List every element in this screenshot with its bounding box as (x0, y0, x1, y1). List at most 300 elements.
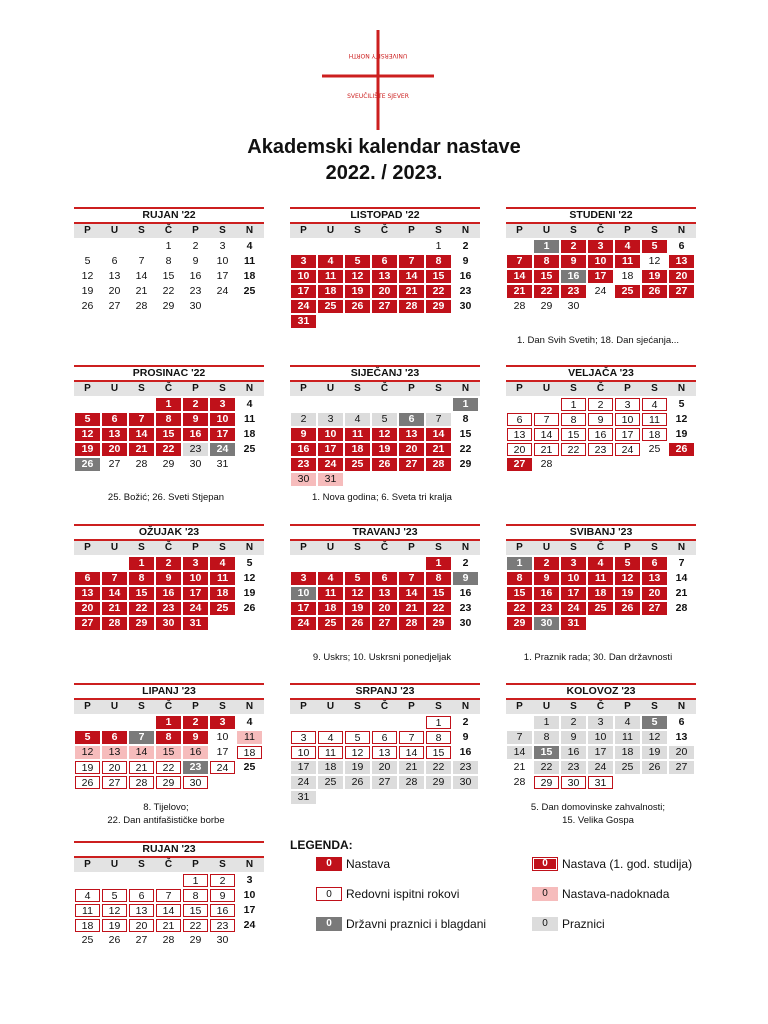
calendar-day: 27 (135, 934, 148, 946)
calendar-day: 20 (669, 746, 694, 759)
calendar-day: 20 (399, 443, 424, 456)
calendar-day: 23 (459, 285, 472, 297)
calendar-day: 22 (507, 602, 532, 615)
calendar-day: 19 (642, 270, 667, 283)
calendar-day: 5 (642, 240, 667, 253)
calendar-day: 2 (462, 716, 469, 728)
calendar-day: 8 (156, 413, 181, 426)
calendar-day: 24 (243, 919, 256, 931)
calendar-day: 7 (399, 255, 424, 268)
calendar-day: 3 (291, 731, 316, 744)
calendar-day: 11 (75, 904, 100, 917)
calendar-day: 19 (345, 602, 370, 615)
month-calendar (506, 524, 696, 632)
month-name: PROSINAC '22 (132, 367, 206, 379)
calendar-day: 7 (129, 413, 154, 426)
calendar-day: 26 (345, 617, 370, 630)
calendar-day: 12 (642, 731, 667, 744)
calendar-day: 29 (426, 300, 451, 313)
calendar-day: 19 (75, 443, 100, 456)
calendar-day: 24 (561, 602, 586, 615)
weekday-header: S (354, 383, 361, 394)
calendar-day: 14 (507, 270, 532, 283)
note-kolovoz: 5. Dan domovinske zahvalnosti; 15. Velika Gospa (530, 802, 666, 826)
calendar-day: 26 (669, 443, 694, 456)
weekday-header: Č (164, 225, 173, 236)
weekday-header: S (219, 225, 226, 236)
calendar-day: 9 (462, 255, 469, 267)
calendar-day: 23 (291, 458, 316, 471)
legend-praznici (532, 916, 605, 932)
weekday-header-row (74, 382, 264, 396)
calendar-day: 20 (129, 919, 154, 932)
calendar-day: 8 (534, 255, 559, 268)
calendar-day: 17 (183, 587, 208, 600)
calendar-day: 15 (426, 270, 451, 283)
calendar-day: 30 (183, 776, 208, 789)
weekday-header: N (245, 225, 254, 236)
calendar-day: 15 (561, 428, 586, 441)
calendar-day: 14 (102, 587, 127, 600)
calendar-day: 11 (345, 428, 370, 441)
weekday-header: N (677, 383, 686, 394)
month-calendar (74, 841, 264, 949)
calendar-day: 29 (507, 617, 532, 630)
calendar-day: 1 (165, 240, 172, 252)
calendar-day: 8 (507, 572, 532, 585)
calendar-day: 3 (291, 255, 316, 268)
calendar-day: 22 (459, 443, 472, 455)
weekday-header: U (110, 542, 119, 553)
calendar-day: 6 (372, 255, 397, 268)
calendar-day: 11 (588, 572, 613, 585)
calendar-day: 6 (129, 889, 154, 902)
calendar-day: 27 (108, 300, 121, 312)
calendar-day: 7 (507, 731, 532, 744)
weekday-header: N (461, 701, 470, 712)
calendar-day: 16 (291, 443, 316, 456)
calendar-day: 11 (615, 731, 640, 744)
calendar-day: 3 (219, 240, 226, 252)
calendar-day: 4 (75, 889, 100, 902)
calendar-day: 25 (615, 761, 640, 774)
legend-nadoknada (532, 886, 669, 902)
calendar-day: 3 (318, 413, 343, 426)
weekday-header: S (651, 383, 658, 394)
calendar-day: 21 (507, 285, 532, 298)
calendar-day: 12 (345, 270, 370, 283)
calendar-day: 24 (291, 617, 316, 630)
calendar-day: 25 (318, 300, 343, 313)
calendar-day: 23 (561, 761, 586, 774)
weekday-header: U (326, 383, 335, 394)
calendar-day: 10 (291, 270, 316, 283)
calendar-day: 23 (561, 285, 586, 298)
calendar-day: 30 (189, 458, 202, 470)
calendar-day: 12 (102, 904, 127, 917)
calendar-day: 11 (243, 413, 256, 425)
calendar-day: 18 (75, 919, 100, 932)
calendar-day: 2 (588, 398, 613, 411)
calendar-day: 11 (615, 255, 640, 268)
weekday-header: N (461, 542, 470, 553)
weekday-header: S (219, 701, 226, 712)
weekday-header: S (354, 701, 361, 712)
calendar-day: 7 (399, 731, 424, 744)
calendar-day: 23 (534, 602, 559, 615)
calendar-day: 19 (345, 761, 370, 774)
calendar-day: 10 (210, 413, 235, 426)
calendar-day: 4 (318, 255, 343, 268)
calendar-day: 18 (243, 428, 256, 440)
calendar-day: 7 (129, 731, 154, 744)
calendar-day: 20 (372, 602, 397, 615)
weekday-header: Č (596, 383, 605, 394)
calendar-day: 15 (156, 746, 181, 759)
calendar-day: 16 (183, 746, 208, 759)
calendar-day: 28 (426, 458, 451, 471)
calendar-day: 14 (399, 587, 424, 600)
calendar-day: 2 (462, 240, 469, 252)
calendar-day: 4 (210, 557, 235, 570)
calendar-day: 20 (642, 587, 667, 600)
weekday-header: P (408, 225, 415, 236)
page-title: Akademski kalendar nastave (247, 136, 521, 158)
legend-drzavni-praznici (316, 916, 486, 932)
weekday-header: P (192, 383, 199, 394)
month-name: STUDENI '22 (569, 209, 633, 221)
weekday-header: N (677, 225, 686, 236)
calendar-day: 16 (189, 270, 202, 282)
calendar-day: 10 (291, 587, 316, 600)
calendar-day: 8 (183, 889, 208, 902)
calendar-day: 20 (372, 761, 397, 774)
calendar-day: 20 (102, 443, 127, 456)
month-calendar (290, 524, 480, 632)
calendar-day: 16 (183, 428, 208, 441)
calendar-day: 9 (453, 572, 478, 585)
calendar-day: 3 (588, 716, 613, 729)
month-calendar (74, 207, 264, 315)
legend-swatch-ispitni-rokovi: 0 (316, 887, 342, 901)
calendar-day: 4 (246, 240, 253, 252)
calendar-day: 3 (291, 572, 316, 585)
calendar-day: 6 (678, 240, 685, 252)
calendar-day: 26 (75, 458, 100, 471)
day-grid (290, 557, 480, 632)
calendar-day: 2 (192, 240, 199, 252)
calendar-day: 31 (561, 617, 586, 630)
weekday-header: U (326, 701, 335, 712)
calendar-day: 8 (426, 255, 451, 268)
weekday-header: U (542, 701, 551, 712)
calendar-day: 22 (129, 602, 154, 615)
calendar-day: 2 (561, 716, 586, 729)
calendar-day: 5 (102, 889, 127, 902)
calendar-day: 20 (669, 270, 694, 283)
weekday-header-row (506, 224, 696, 238)
calendar-day: 9 (561, 255, 586, 268)
calendar-day: 13 (507, 428, 532, 441)
weekday-header: U (326, 225, 335, 236)
weekday-header: P (192, 542, 199, 553)
calendar-day: 25 (648, 443, 661, 455)
month-name: SIJEČANJ '23 (350, 367, 420, 379)
weekday-header: P (84, 859, 91, 870)
calendar-day: 15 (156, 428, 181, 441)
calendar-day: 17 (291, 285, 316, 298)
calendar-day: 14 (129, 746, 154, 759)
calendar-day: 3 (615, 398, 640, 411)
calendar-day: 26 (372, 458, 397, 471)
calendar-day: 30 (156, 617, 181, 630)
weekday-header: N (245, 383, 254, 394)
calendar-day: 21 (426, 443, 451, 456)
calendar-day: 7 (678, 557, 685, 569)
month-name: RUJAN '22 (142, 209, 196, 221)
calendar-day: 25 (81, 934, 94, 946)
weekday-header: S (435, 542, 442, 553)
calendar-day: 9 (183, 731, 208, 744)
weekday-header: S (570, 383, 577, 394)
calendar-day: 9 (534, 572, 559, 585)
calendar-day: 10 (216, 255, 229, 267)
calendar-day: 2 (183, 716, 208, 729)
calendar-day: 17 (561, 587, 586, 600)
month-calendar (74, 365, 264, 473)
calendar-day: 12 (675, 413, 688, 425)
weekday-header: S (435, 383, 442, 394)
university-logo (318, 30, 438, 130)
calendar-day: 21 (675, 587, 688, 599)
calendar-day: 5 (345, 731, 370, 744)
calendar-day: 18 (318, 761, 343, 774)
calendar-day: 15 (507, 587, 532, 600)
calendar-day: 6 (75, 572, 100, 585)
weekday-header: N (245, 542, 254, 553)
legend-label-ispitni-rokovi: Redovni ispitni rokovi (346, 887, 460, 901)
note-sijecanj: 1. Nova godina; 6. Sveta tri kralja (312, 492, 452, 503)
calendar-day: 27 (507, 458, 532, 471)
calendar-day: 7 (426, 413, 451, 426)
weekday-header: P (192, 701, 199, 712)
weekday-header: U (542, 225, 551, 236)
calendar-day: 20 (108, 285, 121, 297)
calendar-day: 15 (426, 587, 451, 600)
weekday-header: N (677, 701, 686, 712)
month-calendar (74, 683, 264, 791)
calendar-day: 3 (210, 716, 235, 729)
calendar-day: 9 (462, 731, 469, 743)
weekday-header: P (624, 383, 631, 394)
calendar-day: 16 (156, 587, 181, 600)
calendar-day: 5 (372, 413, 397, 426)
calendar-day: 21 (129, 443, 154, 456)
weekday-header: P (84, 383, 91, 394)
month-name: TRAVANJ '23 (352, 526, 418, 538)
calendar-day: 29 (426, 617, 451, 630)
calendar-day: 18 (345, 443, 370, 456)
calendar-day: 24 (291, 776, 316, 789)
calendar-day: 4 (345, 413, 370, 426)
calendar-day: 5 (642, 716, 667, 729)
weekday-header: S (651, 542, 658, 553)
calendar-day: 12 (615, 572, 640, 585)
legend-swatch-nastava-prva-godina: 0 (532, 857, 558, 871)
month-name: LIPANJ '23 (142, 685, 196, 697)
calendar-day: 20 (507, 443, 532, 456)
weekday-header: P (300, 542, 307, 553)
month-name: SVIBANJ '23 (569, 526, 633, 538)
calendar-day: 29 (540, 300, 553, 312)
calendar-day: 19 (372, 443, 397, 456)
weekday-header: Č (380, 383, 389, 394)
weekday-header: P (192, 225, 199, 236)
weekday-header: S (354, 225, 361, 236)
calendar-day: 30 (453, 776, 478, 789)
weekday-header: P (84, 225, 91, 236)
weekday-header-row (290, 541, 480, 555)
calendar-day: 22 (561, 443, 586, 456)
calendar-day: 4 (588, 557, 613, 570)
calendar-day: 24 (594, 285, 607, 297)
calendar-day: 22 (426, 761, 451, 774)
month-name: LISTOPAD '22 (350, 209, 420, 221)
calendar-day: 14 (534, 428, 559, 441)
legend-label-nastava-prva-godina: Nastava (1. god. studija) (562, 857, 693, 871)
calendar-day: 29 (426, 776, 451, 789)
calendar-day: 27 (669, 285, 694, 298)
calendar-day: 20 (75, 602, 100, 615)
weekday-header: Č (380, 701, 389, 712)
calendar-day: 5 (345, 572, 370, 585)
calendar-day: 15 (534, 270, 559, 283)
calendar-day: 14 (426, 428, 451, 441)
calendar-day: 4 (615, 716, 640, 729)
calendar-day: 19 (642, 746, 667, 759)
calendar-day: 1 (507, 557, 532, 570)
weekday-header: P (624, 542, 631, 553)
weekday-header: N (461, 383, 470, 394)
note-svibanj: 1. Praznik rada; 30. Dan državnosti (523, 652, 673, 663)
calendar-day: 5 (615, 557, 640, 570)
calendar-day: 27 (669, 761, 694, 774)
weekday-header: P (408, 383, 415, 394)
calendar-day: 11 (243, 255, 256, 267)
calendar-day: 15 (459, 428, 472, 440)
calendar-day: 5 (75, 413, 100, 426)
calendar-day: 1 (534, 240, 559, 253)
calendar-day: 26 (81, 300, 94, 312)
calendar-day: 6 (102, 413, 127, 426)
calendar-day: 28 (135, 458, 148, 470)
weekday-header: S (435, 225, 442, 236)
month-calendar (74, 524, 264, 632)
calendar-day: 15 (183, 904, 208, 917)
day-grid (74, 874, 264, 949)
calendar-day: 23 (183, 443, 208, 456)
calendar-day: 13 (372, 746, 397, 759)
weekday-header-row (506, 382, 696, 396)
day-grid (74, 240, 264, 315)
day-grid (290, 398, 480, 488)
calendar-day: 31 (183, 617, 208, 630)
calendar-day: 6 (507, 413, 532, 426)
calendar-day: 12 (648, 255, 661, 267)
calendar-day: 23 (453, 761, 478, 774)
weekday-header: U (110, 225, 119, 236)
calendar-day: 22 (534, 285, 559, 298)
day-grid (290, 240, 480, 330)
calendar-day: 7 (507, 255, 532, 268)
calendar-day: 14 (156, 904, 181, 917)
calendar-day: 1 (435, 240, 442, 252)
calendar-day: 24 (615, 443, 640, 456)
calendar-day: 30 (189, 300, 202, 312)
calendar-day: 25 (243, 285, 256, 297)
calendar-day: 3 (246, 874, 253, 886)
weekday-header: P (516, 383, 523, 394)
calendar-day: 12 (372, 428, 397, 441)
weekday-header: S (219, 542, 226, 553)
weekday-header: P (300, 701, 307, 712)
day-grid (506, 398, 696, 473)
legend-swatch-praznici: 0 (532, 917, 558, 931)
calendar-day: 17 (615, 428, 640, 441)
calendar-day: 1 (183, 874, 208, 887)
calendar-day: 18 (621, 270, 634, 282)
calendar-day: 30 (291, 473, 316, 486)
calendar-day: 30 (216, 934, 229, 946)
calendar-day: 14 (135, 270, 148, 282)
calendar-day: 14 (399, 746, 424, 759)
calendar-day: 27 (372, 776, 397, 789)
weekday-header: S (219, 383, 226, 394)
calendar-day: 18 (588, 587, 613, 600)
calendar-day: 16 (459, 746, 472, 758)
calendar-day: 19 (675, 428, 688, 440)
calendar-day: 2 (291, 413, 316, 426)
calendar-day: 17 (216, 270, 229, 282)
calendar-day: 9 (291, 428, 316, 441)
day-grid (506, 240, 696, 315)
calendar-day: 18 (318, 285, 343, 298)
weekday-header: Č (380, 225, 389, 236)
calendar-day: 4 (615, 240, 640, 253)
calendar-day: 18 (210, 587, 235, 600)
calendar-day: 16 (459, 587, 472, 599)
weekday-header: S (570, 225, 577, 236)
weekday-header: Č (164, 701, 173, 712)
calendar-day: 25 (615, 285, 640, 298)
calendar-day: 10 (588, 731, 613, 744)
calendar-day: 13 (129, 904, 154, 917)
calendar-day: 2 (210, 874, 235, 887)
calendar-day: 8 (165, 255, 172, 267)
weekday-header: S (651, 701, 658, 712)
calendar-day: 8 (561, 413, 586, 426)
calendar-day: 30 (459, 617, 472, 629)
calendar-day: 1 (453, 398, 478, 411)
calendar-day: 18 (243, 270, 256, 282)
calendar-day: 24 (210, 761, 235, 774)
calendar-day: 15 (426, 746, 451, 759)
calendar-day: 23 (210, 919, 235, 932)
weekday-header: P (192, 859, 199, 870)
calendar-day: 12 (243, 572, 256, 584)
calendar-day: 26 (615, 602, 640, 615)
calendar-day: 18 (318, 602, 343, 615)
